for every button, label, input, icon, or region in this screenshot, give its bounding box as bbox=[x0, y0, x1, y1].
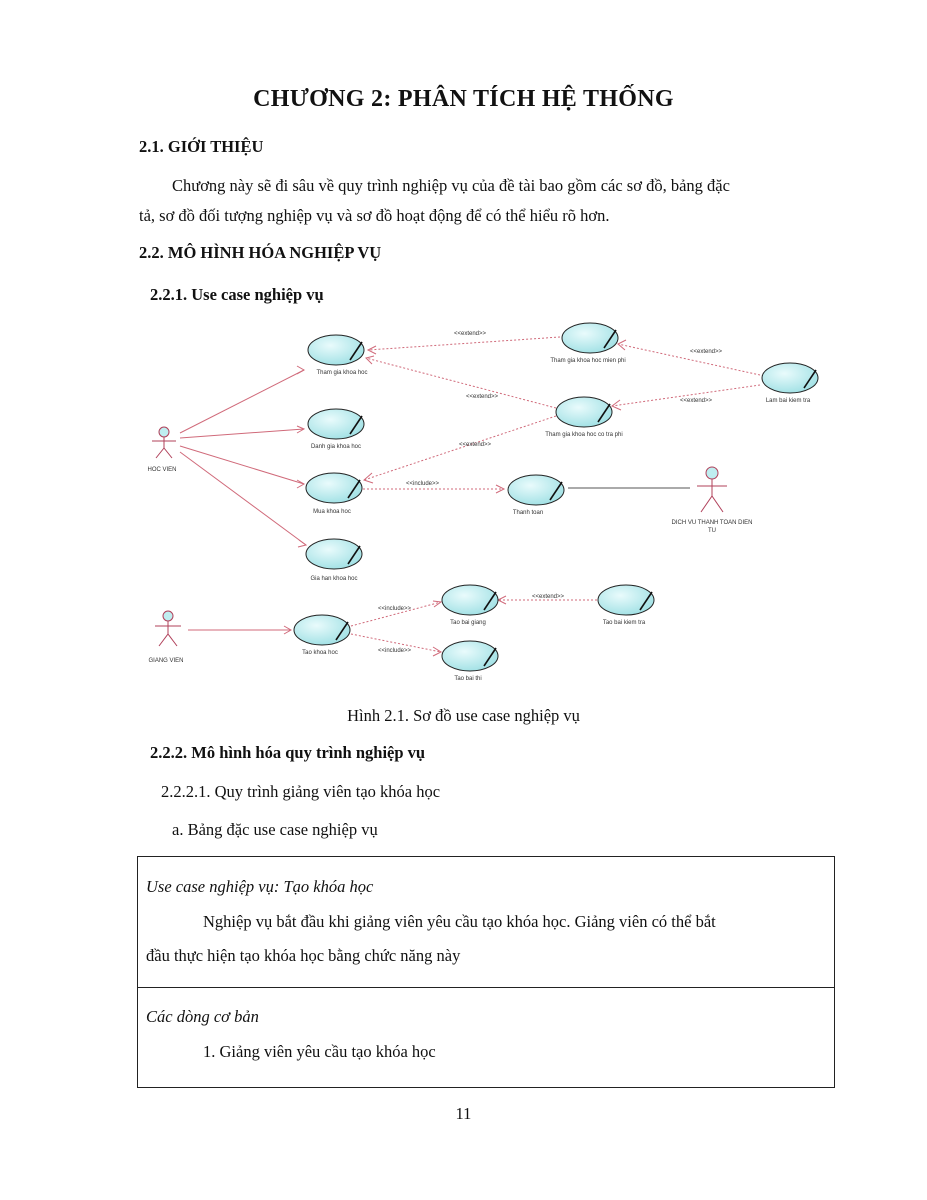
extend-label: <<extend>> bbox=[459, 442, 492, 448]
usecase-description-line-1: Nghiệp vụ bắt đầu khi giảng viên yêu cầu tạo khóa học. Giảng viên có thể bắt bbox=[203, 912, 716, 931]
actor-label-giang-vien: GIANG VIEN bbox=[148, 658, 184, 664]
usecase-label: Mua khoa hoc bbox=[313, 509, 351, 515]
usecase-label: Tao bai giang bbox=[450, 620, 486, 626]
usecase-mien-phi bbox=[562, 323, 618, 353]
usecase-gia-han bbox=[306, 539, 362, 569]
extend-label: <<extend>> bbox=[532, 594, 565, 600]
usecase-spec-table bbox=[137, 856, 835, 1088]
usecase-label: Thanh toan bbox=[512, 510, 544, 516]
extend-label: <<extend>> bbox=[466, 394, 499, 400]
use-case-diagram bbox=[0, 310, 927, 700]
usecase-label: Lam bai kiem tra bbox=[765, 398, 811, 404]
section-heading-model: 2.2. MÔ HÌNH HÓA NGHIỆP VỤ bbox=[139, 243, 382, 262]
usecase-label: Tham gia khoa hoc mien phi bbox=[550, 358, 626, 364]
actor-label-hoc-vien: HOC VIEN bbox=[147, 467, 177, 473]
page-number: 11 bbox=[455, 1104, 472, 1123]
usecase-bai-thi bbox=[442, 641, 498, 671]
table-label: a. Bảng đặc use case nghiệp vụ bbox=[172, 820, 378, 839]
chapter-title: CHƯƠNG 2: PHÂN TÍCH HỆ THỐNG bbox=[253, 86, 674, 112]
usecase-label: Tham gia khoa hoc co tra phi bbox=[545, 432, 623, 438]
usecase-tham-gia bbox=[308, 335, 364, 365]
usecase-label: Tham gia khoa hoc bbox=[316, 370, 368, 376]
intro-paragraph-line-1: Chương này sẽ đi sâu về quy trình nghiệp vụ của đề tài bao gồm các sơ đồ, bảng đặc bbox=[172, 176, 730, 195]
subsection-heading-process: 2.2.2. Mô hình hóa quy trình nghiệp vụ bbox=[150, 743, 426, 762]
section-heading-intro: 2.1. GIỚI THIỆU bbox=[139, 137, 264, 156]
usecase-label: Danh gia khoa hoc bbox=[310, 444, 362, 450]
include-label: <<include>> bbox=[378, 648, 412, 654]
usecase-tao-khoa bbox=[294, 615, 350, 645]
intro-paragraph-line-2: tả, sơ đồ đối tượng nghiệp vụ và sơ đồ hoạt động để có thể hiểu rõ hơn. bbox=[139, 206, 610, 225]
extend-label: <<extend>> bbox=[454, 331, 487, 337]
process-item: 2.2.2.1. Quy trình giảng viên tạo khóa học bbox=[161, 782, 441, 801]
include-label: <<include>> bbox=[378, 606, 412, 612]
actor-labels bbox=[147, 467, 752, 664]
actor-dich-vu bbox=[697, 467, 727, 512]
usecase-bai-kiem-tra bbox=[598, 585, 654, 615]
usecase-label: Tao khoa hoc bbox=[302, 650, 338, 656]
basic-flow-title: Các dòng cơ bản bbox=[146, 1007, 259, 1026]
extend-label: <<extend>> bbox=[690, 349, 723, 355]
usecase-mua bbox=[306, 473, 362, 503]
usecase-description-line-2: đầu thực hiện tạo khóa học bằng chức năng này bbox=[146, 946, 461, 965]
extend-label: <<extend>> bbox=[680, 398, 713, 404]
usecase-co-phi bbox=[556, 397, 612, 427]
figure-caption: Hình 2.1. Sơ đồ use case nghiệp vụ bbox=[347, 706, 580, 725]
basic-flow-step-1: 1. Giảng viên yêu cầu tạo khóa học bbox=[203, 1042, 436, 1061]
actor-hoc-vien bbox=[152, 427, 176, 458]
business-marks bbox=[336, 330, 816, 666]
usecase-danh-gia bbox=[308, 409, 364, 439]
include-label: <<include>> bbox=[406, 481, 440, 487]
usecase-label: Tao bai thi bbox=[454, 676, 482, 682]
usecase-title: Use case nghiệp vụ: Tạo khóa học bbox=[146, 877, 374, 896]
actor-giang-vien bbox=[155, 611, 181, 646]
usecase-lam-bai bbox=[762, 363, 818, 393]
table-row-divider bbox=[138, 987, 834, 988]
usecase-label: Gia han khoa hoc bbox=[310, 576, 358, 582]
actor-label-dich-vu: DICH VU THANH TOAN DIEN bbox=[671, 520, 753, 526]
usecase-bai-giang bbox=[442, 585, 498, 615]
usecase-thanh-toan bbox=[508, 475, 564, 505]
subsection-heading-usecase: 2.2.1. Use case nghiệp vụ bbox=[150, 285, 324, 304]
use-case-ellipses bbox=[294, 323, 818, 671]
actor-label-dich-vu-2: TU bbox=[708, 528, 716, 534]
usecase-label: Tao bai kiem tra bbox=[602, 620, 646, 626]
